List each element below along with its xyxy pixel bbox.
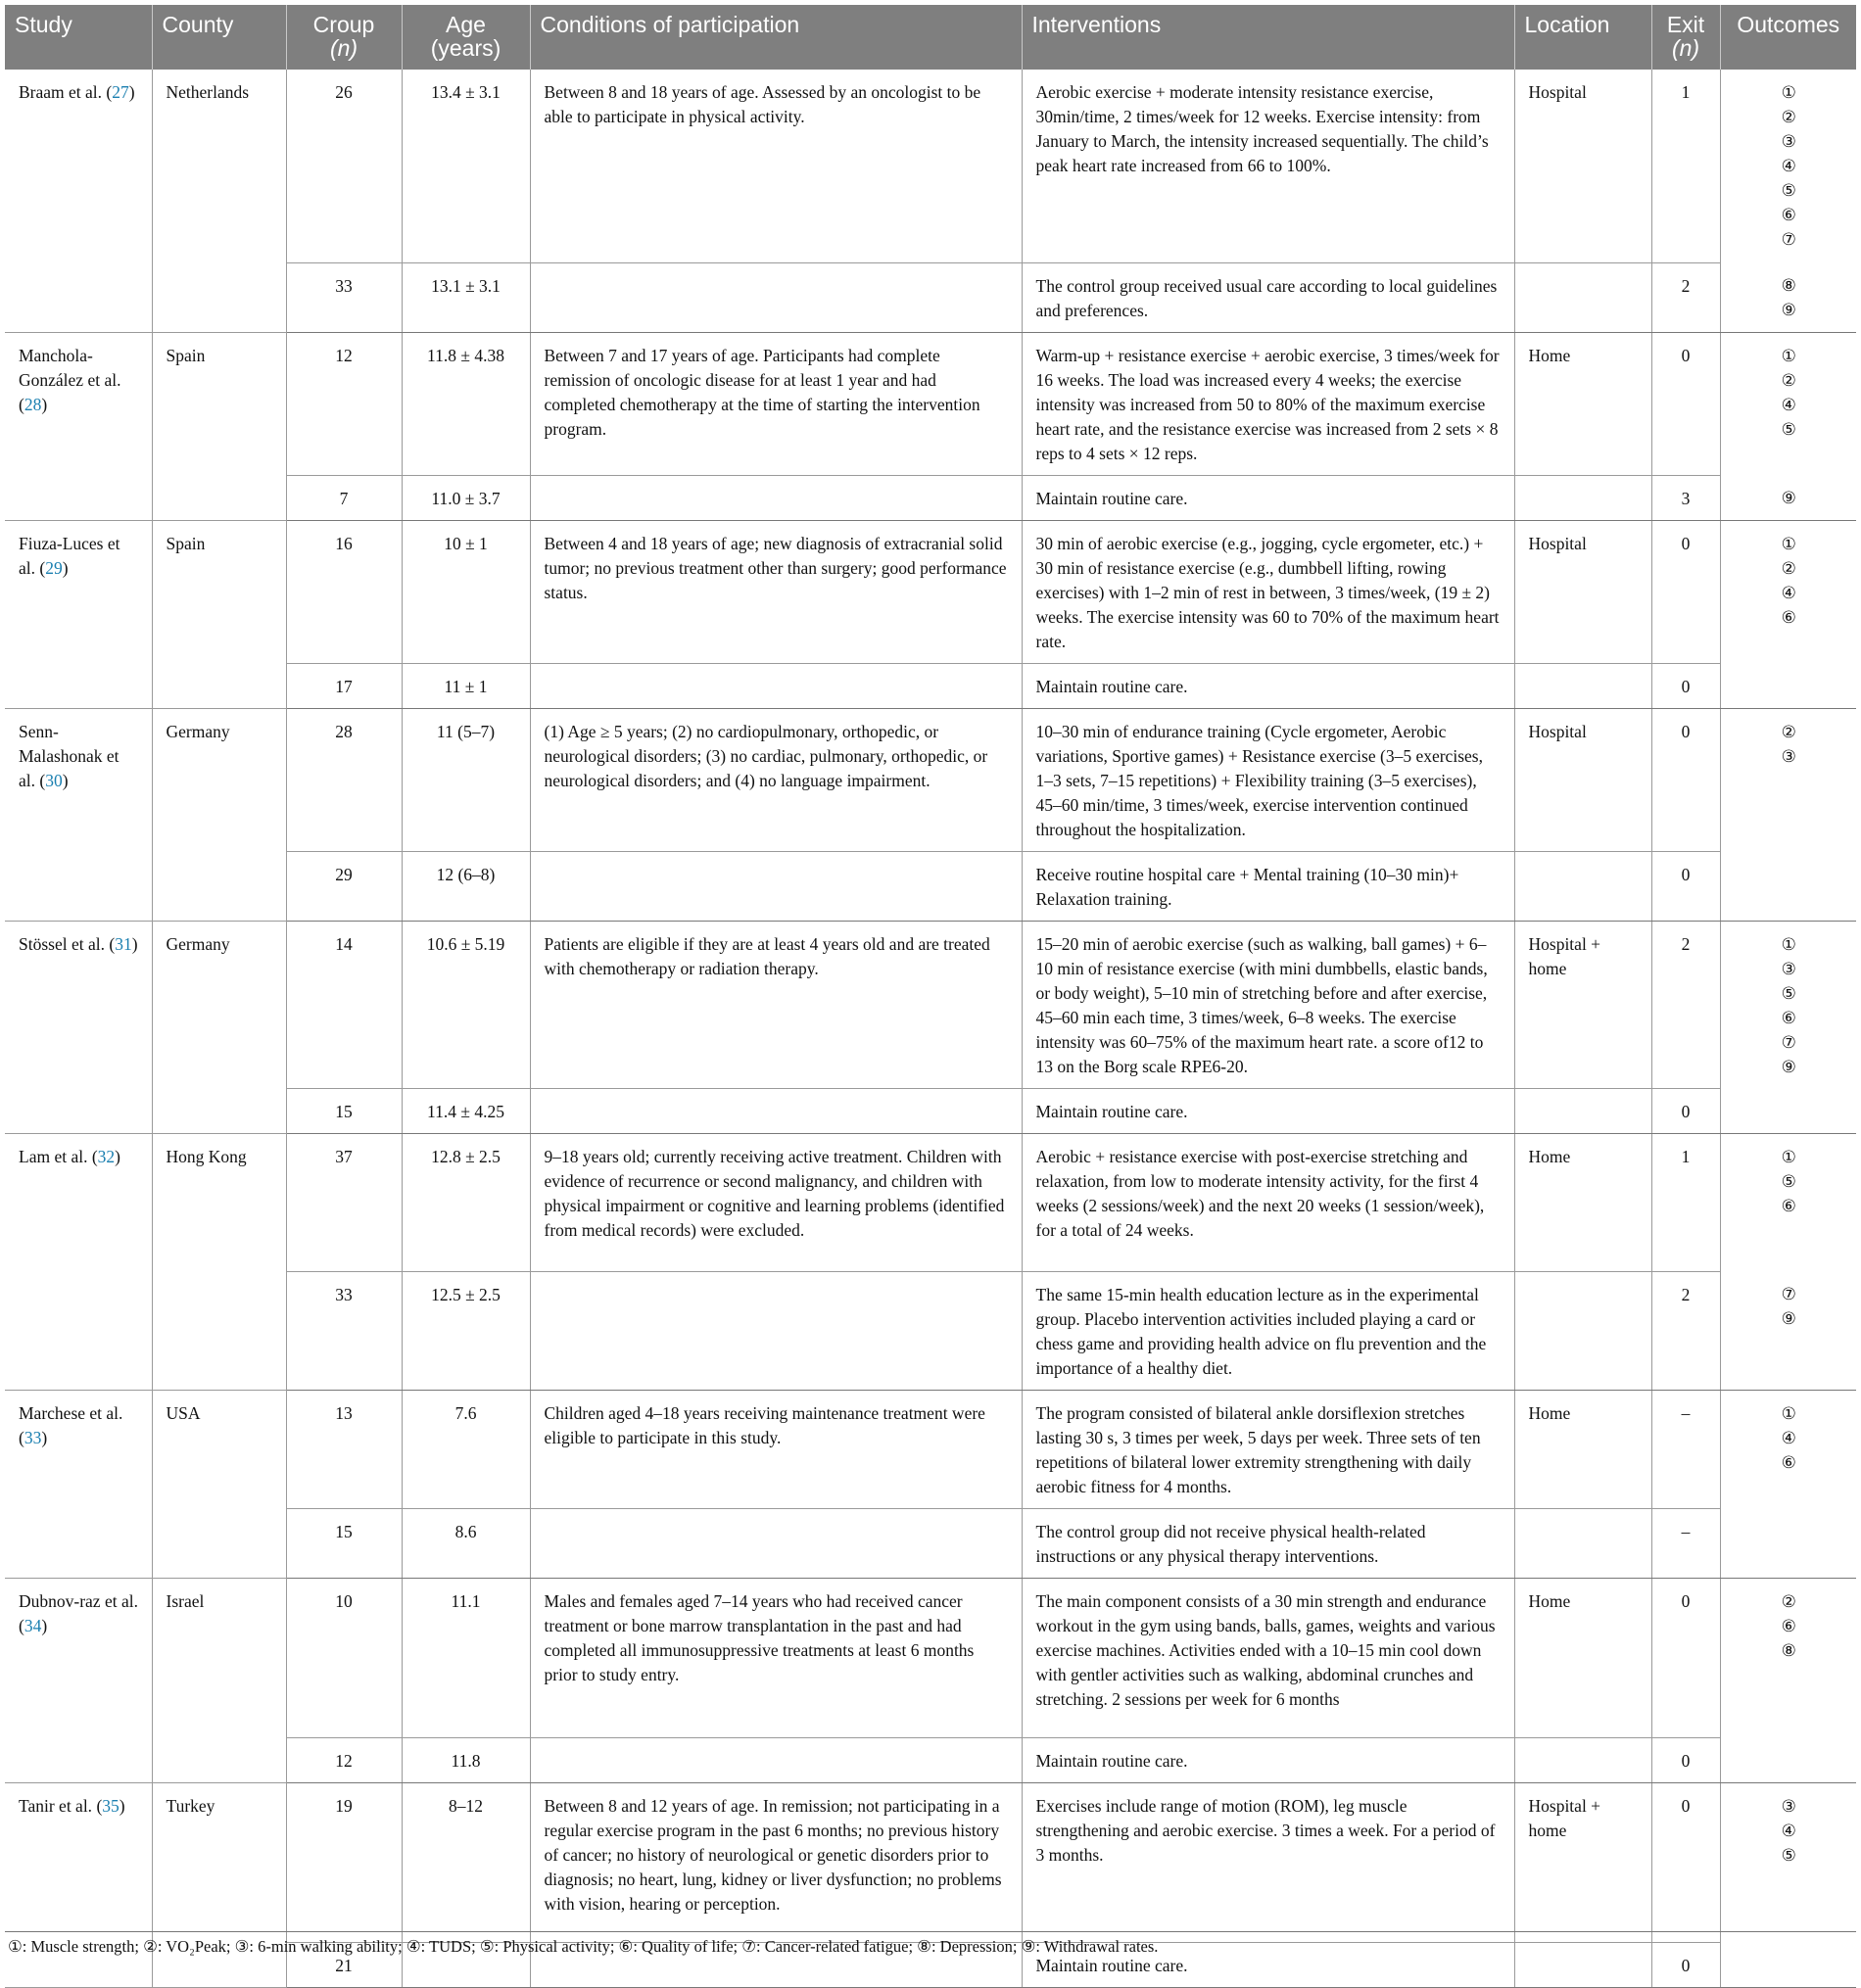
age-cell: 13.1 ± 3.1 bbox=[402, 262, 530, 332]
table-row bbox=[5, 1133, 1856, 1271]
conditions-cell: Between 4 and 18 years of age; new diagnosis of extracranial solid tumor; no previous treatment other than surgery; good performance status. bbox=[530, 520, 1022, 663]
location-cell-empty bbox=[1514, 1737, 1651, 1782]
outcomes-cell bbox=[1720, 1782, 1856, 1942]
conditions-cell-empty bbox=[530, 851, 1022, 921]
outcome-marker: ② bbox=[1781, 108, 1796, 126]
outcome-marker: ⑦ bbox=[1781, 1285, 1796, 1303]
study-cell: Dubnov-raz et al. (34) bbox=[5, 1578, 152, 1782]
outcomes-cell bbox=[1720, 1737, 1856, 1782]
intervention-cell: The control group did not receive physical health-related instructions or any physical therapy interventions. bbox=[1022, 1508, 1514, 1578]
outcome-marker: ③ bbox=[1781, 746, 1796, 766]
exit-cell: 0 bbox=[1651, 1088, 1720, 1133]
header-county: County bbox=[152, 5, 286, 70]
outcomes-cell bbox=[1720, 1088, 1856, 1133]
outcome-marker: ⑨ bbox=[1781, 301, 1796, 319]
outcome-marker: ② bbox=[1781, 558, 1796, 578]
location-cell-empty bbox=[1514, 1508, 1651, 1578]
location-cell-empty bbox=[1514, 1088, 1651, 1133]
table-body bbox=[5, 70, 1856, 1987]
exit-cell: 0 bbox=[1651, 1782, 1720, 1942]
table-row bbox=[5, 70, 1856, 262]
outcome-marker: ⑤ bbox=[1781, 419, 1796, 439]
outcome-marker: ④ bbox=[1781, 157, 1796, 175]
outcome-marker: ⑦ bbox=[1781, 1032, 1796, 1052]
intervention-cell: 15–20 min of aerobic exercise (such as walking, ball games) + 6–10 min of resistance exercise (with mini dumbbells, elastic bands, or body weight), 5–10 min of stretching before and after exercise, 45–60 min each time, 3 times/week, 6–8 weeks. The exercise intensity was 60–75% of the maximum heart rate. a score of12 to 13 on the Borg scale RPE6-20. bbox=[1022, 921, 1514, 1088]
study-cell: Senn-Malashonak et al. (30) bbox=[5, 708, 152, 921]
county-cell: USA bbox=[152, 1390, 286, 1578]
outcomes-cell bbox=[1720, 332, 1856, 475]
location-cell: Hospital + home bbox=[1514, 921, 1651, 1088]
outcome-marker: ⑨ bbox=[1781, 1057, 1796, 1076]
outcome-marker: ⑤ bbox=[1781, 1171, 1796, 1191]
location-cell: Home bbox=[1514, 1578, 1651, 1737]
study-name: Marchese et al. bbox=[19, 1402, 123, 1423]
intervention-cell: Maintain routine care. bbox=[1022, 663, 1514, 708]
age-cell: 8–12 bbox=[402, 1782, 530, 1942]
exit-cell: 0 bbox=[1651, 520, 1720, 663]
exit-cell: 1 bbox=[1651, 1133, 1720, 1271]
location-cell-empty bbox=[1514, 475, 1651, 520]
conditions-cell: Males and females aged 7–14 years who had received cancer treatment or bone marrow transplantation in the past and had completed all immunosuppressive treatments at least 6 months prior to study entry. bbox=[530, 1578, 1022, 1737]
study-cell: Tanir et al. (35) bbox=[5, 1782, 152, 1987]
outcome-marker: ⑨ bbox=[1781, 489, 1796, 507]
table-row bbox=[5, 921, 1856, 1088]
reference-link[interactable]: 27 bbox=[112, 82, 129, 102]
outcome-marker: ③ bbox=[1781, 132, 1796, 151]
study-name: Dubnov-raz et al. bbox=[19, 1590, 138, 1611]
outcome-marker: ① bbox=[1781, 1147, 1796, 1166]
group-n-cell: 33 bbox=[286, 1271, 402, 1390]
group-n-cell: 15 bbox=[286, 1508, 402, 1578]
outcomes-cell bbox=[1720, 520, 1856, 663]
header-exit: Exit (n) bbox=[1651, 5, 1720, 70]
outcome-marker: ⑤ bbox=[1781, 181, 1796, 200]
outcomes-cell bbox=[1720, 262, 1856, 332]
age-cell: 10.6 ± 5.19 bbox=[402, 921, 530, 1088]
table-row bbox=[5, 332, 1856, 475]
age-cell: 11.0 ± 3.7 bbox=[402, 475, 530, 520]
header-conditions: Conditions of participation bbox=[530, 5, 1022, 70]
exit-cell: 3 bbox=[1651, 475, 1720, 520]
outcome-marker: ⑥ bbox=[1781, 1008, 1796, 1027]
outcome-marker: ⑥ bbox=[1781, 1616, 1796, 1635]
outcome-marker: ⑥ bbox=[1781, 1452, 1796, 1472]
conditions-cell: Between 8 and 18 years of age. Assessed by an oncologist to be able to participate in physical activity. bbox=[530, 70, 1022, 262]
location-cell-empty bbox=[1514, 663, 1651, 708]
outcomes-cell bbox=[1720, 475, 1856, 520]
conditions-cell-empty bbox=[530, 475, 1022, 520]
table-row bbox=[5, 708, 1856, 851]
conditions-cell-empty bbox=[530, 1271, 1022, 1390]
location-cell-empty bbox=[1514, 851, 1651, 921]
outcome-marker: ⑨ bbox=[1781, 1309, 1796, 1328]
outcome-marker: ④ bbox=[1781, 1428, 1796, 1447]
conditions-cell-empty bbox=[530, 1088, 1022, 1133]
location-cell: Home bbox=[1514, 332, 1651, 475]
outcomes-legend-footnote: ①: Muscle strength; ②: VO₂Peak; ③: 6-min walking ability; ④: TUDS; ⑤: Physical activity; ⑥: Quality of life; ⑦: Cancer-related fatigue; ⑧: Depression; ⑨: Withdrawal rates. bbox=[8, 1937, 1159, 1956]
age-cell: 12.5 ± 2.5 bbox=[402, 1271, 530, 1390]
age-cell: 11.8 ± 4.38 bbox=[402, 332, 530, 475]
exit-cell: 0 bbox=[1651, 1942, 1720, 1987]
header-interventions: Interventions bbox=[1022, 5, 1514, 70]
county-cell: Germany bbox=[152, 921, 286, 1133]
exit-cell: 2 bbox=[1651, 921, 1720, 1088]
intervention-cell: Maintain routine care. bbox=[1022, 1088, 1514, 1133]
group-n-cell: 13 bbox=[286, 1390, 402, 1508]
group-n-cell: 17 bbox=[286, 663, 402, 708]
intervention-cell: Exercises include range of motion (ROM), leg muscle strengthening and aerobic exercise. 3 times a week. For a period of 3 months. bbox=[1022, 1782, 1514, 1942]
outcomes-cell bbox=[1720, 70, 1856, 262]
intervention-cell: 30 min of aerobic exercise (e.g., jogging, cycle ergometer, etc.) + 30 min of resistance exercise (e.g., dumbbell lifting, rowing exercises) with 1–2 min of rest in between, 3 times/week, (19 ± 2) weeks. The exercise intensity was 60 to 70% of the maximum heart rate. bbox=[1022, 520, 1514, 663]
location-cell-empty bbox=[1514, 262, 1651, 332]
table-row bbox=[5, 1390, 1856, 1508]
outcome-marker: ⑥ bbox=[1781, 607, 1796, 627]
outcomes-cell bbox=[1720, 1578, 1856, 1737]
group-n-cell: 12 bbox=[286, 332, 402, 475]
county-cell: Spain bbox=[152, 332, 286, 520]
outcome-marker: ⑦ bbox=[1781, 230, 1796, 249]
age-cell: 10 ± 1 bbox=[402, 520, 530, 663]
table-bottom-rule bbox=[5, 1931, 1856, 1932]
conditions-cell-empty bbox=[530, 1508, 1022, 1578]
location-cell: Hospital + home bbox=[1514, 1782, 1651, 1942]
outcome-marker: ⑤ bbox=[1781, 983, 1796, 1003]
header-study: Study bbox=[5, 5, 152, 70]
table-row bbox=[5, 520, 1856, 663]
study-characteristics-table bbox=[5, 5, 1856, 1988]
group-n-cell: 37 bbox=[286, 1133, 402, 1271]
group-n-cell: 10 bbox=[286, 1578, 402, 1737]
exit-cell: 2 bbox=[1651, 1271, 1720, 1390]
county-cell: Netherlands bbox=[152, 70, 286, 332]
conditions-cell: 9–18 years old; currently receiving active treatment. Children with evidence of recurrence or second malignancy, and children with physical impairment or cognitive and learning problems (identified from medical records) were excluded. bbox=[530, 1133, 1022, 1271]
outcomes-cell bbox=[1720, 1508, 1856, 1578]
outcome-marker: ⑥ bbox=[1781, 206, 1796, 224]
intervention-cell: Receive routine hospital care + Mental training (10–30 min)+ Relaxation training. bbox=[1022, 851, 1514, 921]
study-cell: Fiuza-Luces et al. (29) bbox=[5, 520, 152, 708]
header-outcomes: Outcomes bbox=[1720, 5, 1856, 70]
exit-cell: 0 bbox=[1651, 1578, 1720, 1737]
location-cell-empty bbox=[1514, 1271, 1651, 1390]
group-n-cell: 29 bbox=[286, 851, 402, 921]
outcomes-cell bbox=[1720, 1390, 1856, 1508]
county-cell: Hong Kong bbox=[152, 1133, 286, 1390]
outcome-marker: ③ bbox=[1781, 959, 1796, 978]
location-cell-empty bbox=[1514, 1942, 1651, 1987]
study-cell: Manchola-González et al. (28) bbox=[5, 332, 152, 520]
group-n-cell: 19 bbox=[286, 1782, 402, 1942]
outcome-marker: ② bbox=[1781, 722, 1796, 741]
intervention-cell: The same 15-min health education lecture as in the experimental group. Placebo intervention activities included playing a card or chess game and providing health advice on flu prevention and the importance of a healthy diet. bbox=[1022, 1271, 1514, 1390]
intervention-cell: Maintain routine care. bbox=[1022, 1942, 1514, 1987]
intervention-cell: The program consisted of bilateral ankle dorsiflexion stretches lasting 30 s, 3 times per week, 5 days per week. Three sets of ten repetitions of bilateral lower extremity strengthening with daily aerobic fitness for 4 months. bbox=[1022, 1390, 1514, 1508]
location-cell: Hospital bbox=[1514, 70, 1651, 262]
study-name: Lam et al. bbox=[19, 1146, 88, 1166]
exit-cell: 0 bbox=[1651, 708, 1720, 851]
outcomes-cell bbox=[1720, 708, 1856, 851]
county-cell: Turkey bbox=[152, 1782, 286, 1987]
age-cell: 11 (5–7) bbox=[402, 708, 530, 851]
intervention-cell: Aerobic exercise + moderate intensity resistance exercise, 30min/time, 2 times/week for 12 weeks. Exercise intensity: from January to March, the intensity increased sequentially. The child’s peak heart rate increased from 66 to 100%. bbox=[1022, 70, 1514, 262]
group-n-cell: 26 bbox=[286, 70, 402, 262]
header-location: Location bbox=[1514, 5, 1651, 70]
exit-cell: 2 bbox=[1651, 262, 1720, 332]
header-age: Age (years) bbox=[402, 5, 530, 70]
exit-cell: 0 bbox=[1651, 851, 1720, 921]
county-cell: Spain bbox=[152, 520, 286, 708]
reference-link[interactable]: 33 bbox=[24, 1427, 42, 1447]
study-cell: Braam et al. (27) bbox=[5, 70, 152, 332]
intervention-cell: 10–30 min of endurance training (Cycle ergometer, Aerobic variations, Sportive games) + Resistance exercise (3–5 exercises, 1–3 sets, 7–15 repetitions) + Flexibility training (3–5 exercises), 45–60 min/time, 3 times/week, exercise intervention continued throughout the hospitalization. bbox=[1022, 708, 1514, 851]
outcomes-cell bbox=[1720, 663, 1856, 708]
table-header bbox=[5, 5, 1856, 70]
exit-cell: – bbox=[1651, 1390, 1720, 1508]
exit-cell: 0 bbox=[1651, 663, 1720, 708]
age-cell: 13.4 ± 3.1 bbox=[402, 70, 530, 262]
study-cell: Marchese et al. (33) bbox=[5, 1390, 152, 1578]
outcome-marker: ④ bbox=[1781, 395, 1796, 414]
exit-cell: 0 bbox=[1651, 1737, 1720, 1782]
county-cell: Israel bbox=[152, 1578, 286, 1782]
reference-link[interactable]: 34 bbox=[24, 1615, 42, 1635]
conditions-cell: Between 7 and 17 years of age. Participants had complete remission of oncologic disease for at least 1 year and had completed chemotherapy at the time of starting the intervention program. bbox=[530, 332, 1022, 475]
conditions-cell-empty bbox=[530, 262, 1022, 332]
group-n-cell: 12 bbox=[286, 1737, 402, 1782]
reference-link[interactable]: 29 bbox=[45, 557, 63, 578]
study-cell: Lam et al. (32) bbox=[5, 1133, 152, 1390]
age-cell: 12 (6–8) bbox=[402, 851, 530, 921]
table-row bbox=[5, 1782, 1856, 1942]
group-n-cell: 28 bbox=[286, 708, 402, 851]
location-cell: Home bbox=[1514, 1390, 1651, 1508]
intervention-cell: Maintain routine care. bbox=[1022, 475, 1514, 520]
conditions-cell: Patients are eligible if they are at least 4 years old and are treated with chemotherapy or radiation therapy. bbox=[530, 921, 1022, 1088]
study-name: Manchola-González et al. bbox=[19, 345, 121, 390]
county-cell: Germany bbox=[152, 708, 286, 921]
outcome-marker: ④ bbox=[1781, 1821, 1796, 1840]
outcome-marker: ② bbox=[1781, 1591, 1796, 1611]
outcome-marker: ⑧ bbox=[1781, 1640, 1796, 1660]
study-cell: Stössel et al. (31) bbox=[5, 921, 152, 1133]
conditions-cell: (1) Age ≥ 5 years; (2) no cardiopulmonary, orthopedic, or neurological disorders; (3) no cardiac, pulmonary, orthopedic, or neurological disorders; and (4) no language impairment. bbox=[530, 708, 1022, 851]
group-n-cell: 16 bbox=[286, 520, 402, 663]
age-cell: 11 ± 1 bbox=[402, 663, 530, 708]
outcome-marker: ⑤ bbox=[1781, 1845, 1796, 1865]
outcomes-cell bbox=[1720, 851, 1856, 921]
age-cell: 11.4 ± 4.25 bbox=[402, 1088, 530, 1133]
reference-link[interactable]: 28 bbox=[24, 394, 42, 414]
group-n-cell: 15 bbox=[286, 1088, 402, 1133]
outcomes-cell bbox=[1720, 1271, 1856, 1390]
study-name: Tanir et al. bbox=[19, 1795, 93, 1816]
reference-link[interactable]: 31 bbox=[115, 933, 132, 954]
study-name: Fiuza-Luces et al. bbox=[19, 533, 120, 578]
group-n-cell: 33 bbox=[286, 262, 402, 332]
conditions-cell: Between 8 and 12 years of age. In remission; not participating in a regular exercise program in the past 6 months; no previous history of cancer; no history of neurological or genetic disorders prior to diagnosis; no heart, lung, kidney or liver dysfunction; no problems with vision, hearing or perception. bbox=[530, 1782, 1022, 1942]
age-cell: 8.6 bbox=[402, 1508, 530, 1578]
study-name: Stössel et al. bbox=[19, 933, 105, 954]
conditions-cell-empty bbox=[530, 1737, 1022, 1782]
reference-link[interactable]: 35 bbox=[102, 1795, 119, 1816]
reference-link[interactable]: 30 bbox=[45, 770, 63, 790]
outcome-marker: ① bbox=[1781, 346, 1796, 365]
outcome-marker: ⑥ bbox=[1781, 1196, 1796, 1215]
outcome-marker: ⑧ bbox=[1781, 276, 1796, 295]
outcome-marker: ① bbox=[1781, 934, 1796, 954]
outcomes-cell bbox=[1720, 1942, 1856, 1987]
outcome-marker: ① bbox=[1781, 83, 1796, 102]
location-cell: Hospital bbox=[1514, 520, 1651, 663]
reference-link[interactable]: 32 bbox=[97, 1146, 116, 1166]
conditions-cell: Children aged 4–18 years receiving maintenance treatment were eligible to participate in this study. bbox=[530, 1390, 1022, 1508]
outcome-marker: ② bbox=[1781, 370, 1796, 390]
intervention-cell: Maintain routine care. bbox=[1022, 1737, 1514, 1782]
outcomes-cell bbox=[1720, 921, 1856, 1088]
exit-cell: 0 bbox=[1651, 332, 1720, 475]
group-n-cell: 21 bbox=[286, 1942, 402, 1987]
intervention-cell: Aerobic + resistance exercise with post-exercise stretching and relaxation, from low to moderate intensity activity, for the first 4 weeks (2 sessions/week) and the next 20 weeks (1 session/week), for a total of 24 weeks. bbox=[1022, 1133, 1514, 1271]
age-cell: 12.8 ± 2.5 bbox=[402, 1133, 530, 1271]
conditions-cell-empty bbox=[530, 663, 1022, 708]
location-cell: Hospital bbox=[1514, 708, 1651, 851]
study-table-container bbox=[5, 5, 1856, 1988]
age-cell: 7.6 bbox=[402, 1390, 530, 1508]
outcomes-cell bbox=[1720, 1133, 1856, 1271]
study-name: Braam et al. bbox=[19, 82, 103, 102]
location-cell: Home bbox=[1514, 1133, 1651, 1271]
exit-cell: 1 bbox=[1651, 70, 1720, 262]
header-group: Croup (n) bbox=[286, 5, 402, 70]
group-n-cell: 14 bbox=[286, 921, 402, 1088]
intervention-cell: The control group received usual care according to local guidelines and preferences. bbox=[1022, 262, 1514, 332]
age-cell: 11.8 bbox=[402, 1737, 530, 1782]
study-name: Senn-Malashonak et al. bbox=[19, 721, 119, 790]
exit-cell: – bbox=[1651, 1508, 1720, 1578]
table-row bbox=[5, 1578, 1856, 1737]
outcome-marker: ③ bbox=[1781, 1796, 1796, 1816]
intervention-cell: The main component consists of a 30 min strength and endurance workout in the gym using bands, balls, games, weights and various exercise machines. Activities ended with a 10–15 min cool down with gentler activities such as walking, abdominal crunches and stretching. 2 sessions per week for 6 months bbox=[1022, 1578, 1514, 1737]
outcome-marker: ① bbox=[1781, 534, 1796, 553]
outcome-marker: ④ bbox=[1781, 583, 1796, 602]
outcome-marker: ① bbox=[1781, 1403, 1796, 1423]
intervention-cell: Warm-up + resistance exercise + aerobic exercise, 3 times/week for 16 weeks. The load was increased every 4 weeks; the exercise intensity was increased from 50 to 80% of the maximum exercise heart rate, and the resistance exercise was increased from 2 sets × 8 reps to 4 sets × 12 reps. bbox=[1022, 332, 1514, 475]
group-n-cell: 7 bbox=[286, 475, 402, 520]
age-cell: 11.1 bbox=[402, 1578, 530, 1737]
